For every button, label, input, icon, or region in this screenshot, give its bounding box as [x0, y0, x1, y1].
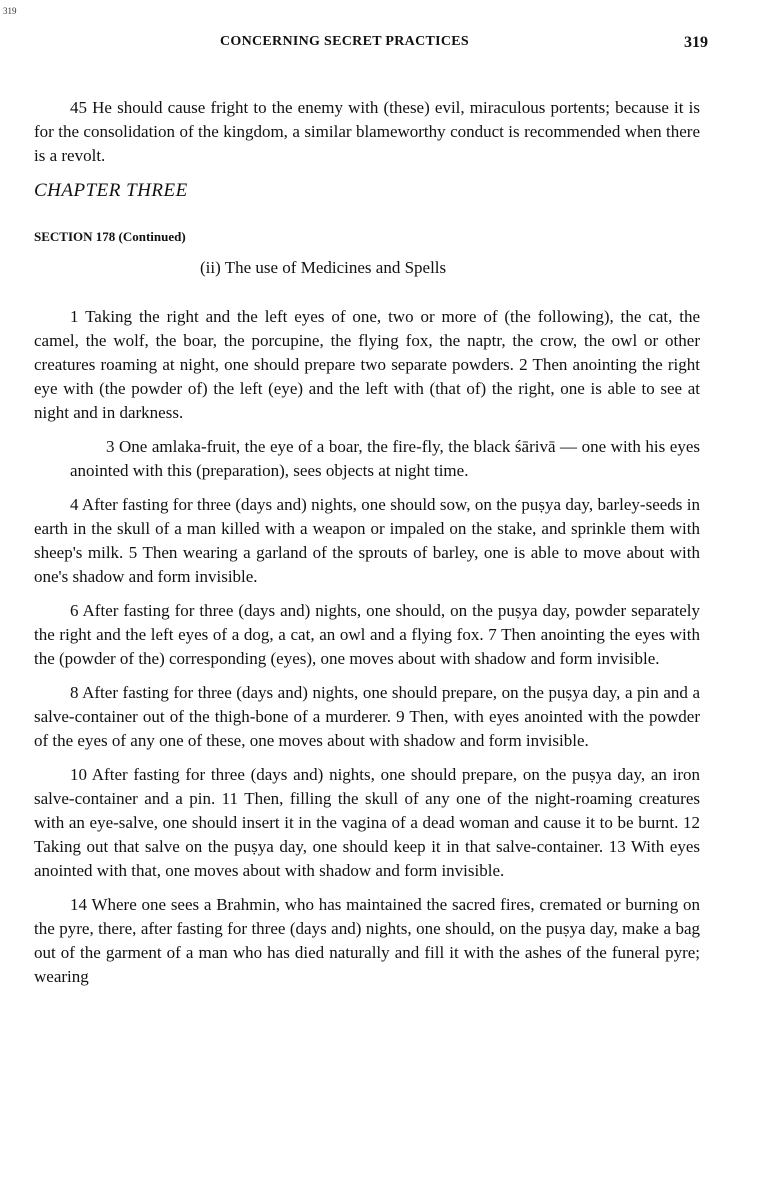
section-heading: SECTION 178 (Continued)	[34, 229, 186, 244]
page-number: 319	[684, 34, 708, 51]
paragraph-6: 6 After fasting for three (days and) nights, one should, on the puṣya day, powder separately the right and the left eyes of a dog, a cat, an owl and a flying fox. 7 Then anointing the eyes with the (powder of the) corresponding (eyes), one moves about with shadow and form invisible.	[34, 601, 700, 668]
paragraph-3: 3 One amlaka-fruit, the eye of a boar, the fire-fly, the black śārivā — one with his eyes anointed with this (preparation), sees objects at night time.	[70, 437, 700, 480]
paragraph-10: 10 After fasting for three (days and) nights, one should prepare, on the puṣya day, an iron salve-container and a pin. 11 Then, filling the skull of any one of the night-roaming creatures with an eye-salve, one should insert it in the vagina of a dead woman and cause it to be burnt. 12 Taking out that salve on the puṣya day, one should keep it in that salve-container. 13 With eyes anointed with that, one moves about with shadow and form invisible.	[34, 765, 700, 880]
main-text	[34, 305, 700, 999]
paragraph-8: 8 After fasting for three (days and) nights, one should prepare, on the puṣya day, a pin and a salve-container out of the thigh-bone of a murderer. 9 Then, with eyes anointed with the powder of the eyes of any one of these, one moves about with shadow and form invisible.	[34, 683, 700, 750]
running-title: CONCERNING SECRET PRACTICES	[220, 34, 469, 49]
paragraph-1: 1 Taking the right and the left eyes of one, two or more of (the following), the cat, the camel, the wolf, the boar, the porcupine, the flying fox, the naptr, the crow, the owl or other creatures roaming at night, one should prepare two separate powders. 2 Then anointing the right eye with (the powder of) the left (eye) and the left with (that of) the right, one is able to see at night and in darkness.	[34, 307, 700, 422]
verse-45-block	[34, 96, 700, 178]
paragraph-4: 4 After fasting for three (days and) nights, one should sow, on the puṣya day, barley-seeds in earth in the skull of a man killed with a weapon or impaled on the stake, and sprinkle them with sheep's milk. 5 Then wearing a garland of the sprouts of barley, one is able to move about with one's shadow and form invisible.	[34, 495, 700, 586]
verse-45: 45 He should cause fright to the enemy with (these) evil, miraculous portents; because it is for the consolidation of the kingdom, a similar blameworthy conduct is recommended when there is a revolt.	[34, 98, 700, 165]
corner-page-marker: 319	[3, 6, 17, 16]
chapter-heading: CHAPTER THREE	[34, 180, 188, 201]
running-head	[0, 30, 760, 54]
paragraph-14: 14 Where one sees a Brahmin, who has maintained the sacred fires, cremated or burning on the pyre, there, after fasting for three (days and) nights, one should, on the puṣya day, make a bag out of the garment of a man who has died naturally and fill it with the ashes of the funeral pyre; wearing	[34, 895, 700, 986]
subsection-title: (ii) The use of Medicines and Spells	[200, 258, 447, 277]
